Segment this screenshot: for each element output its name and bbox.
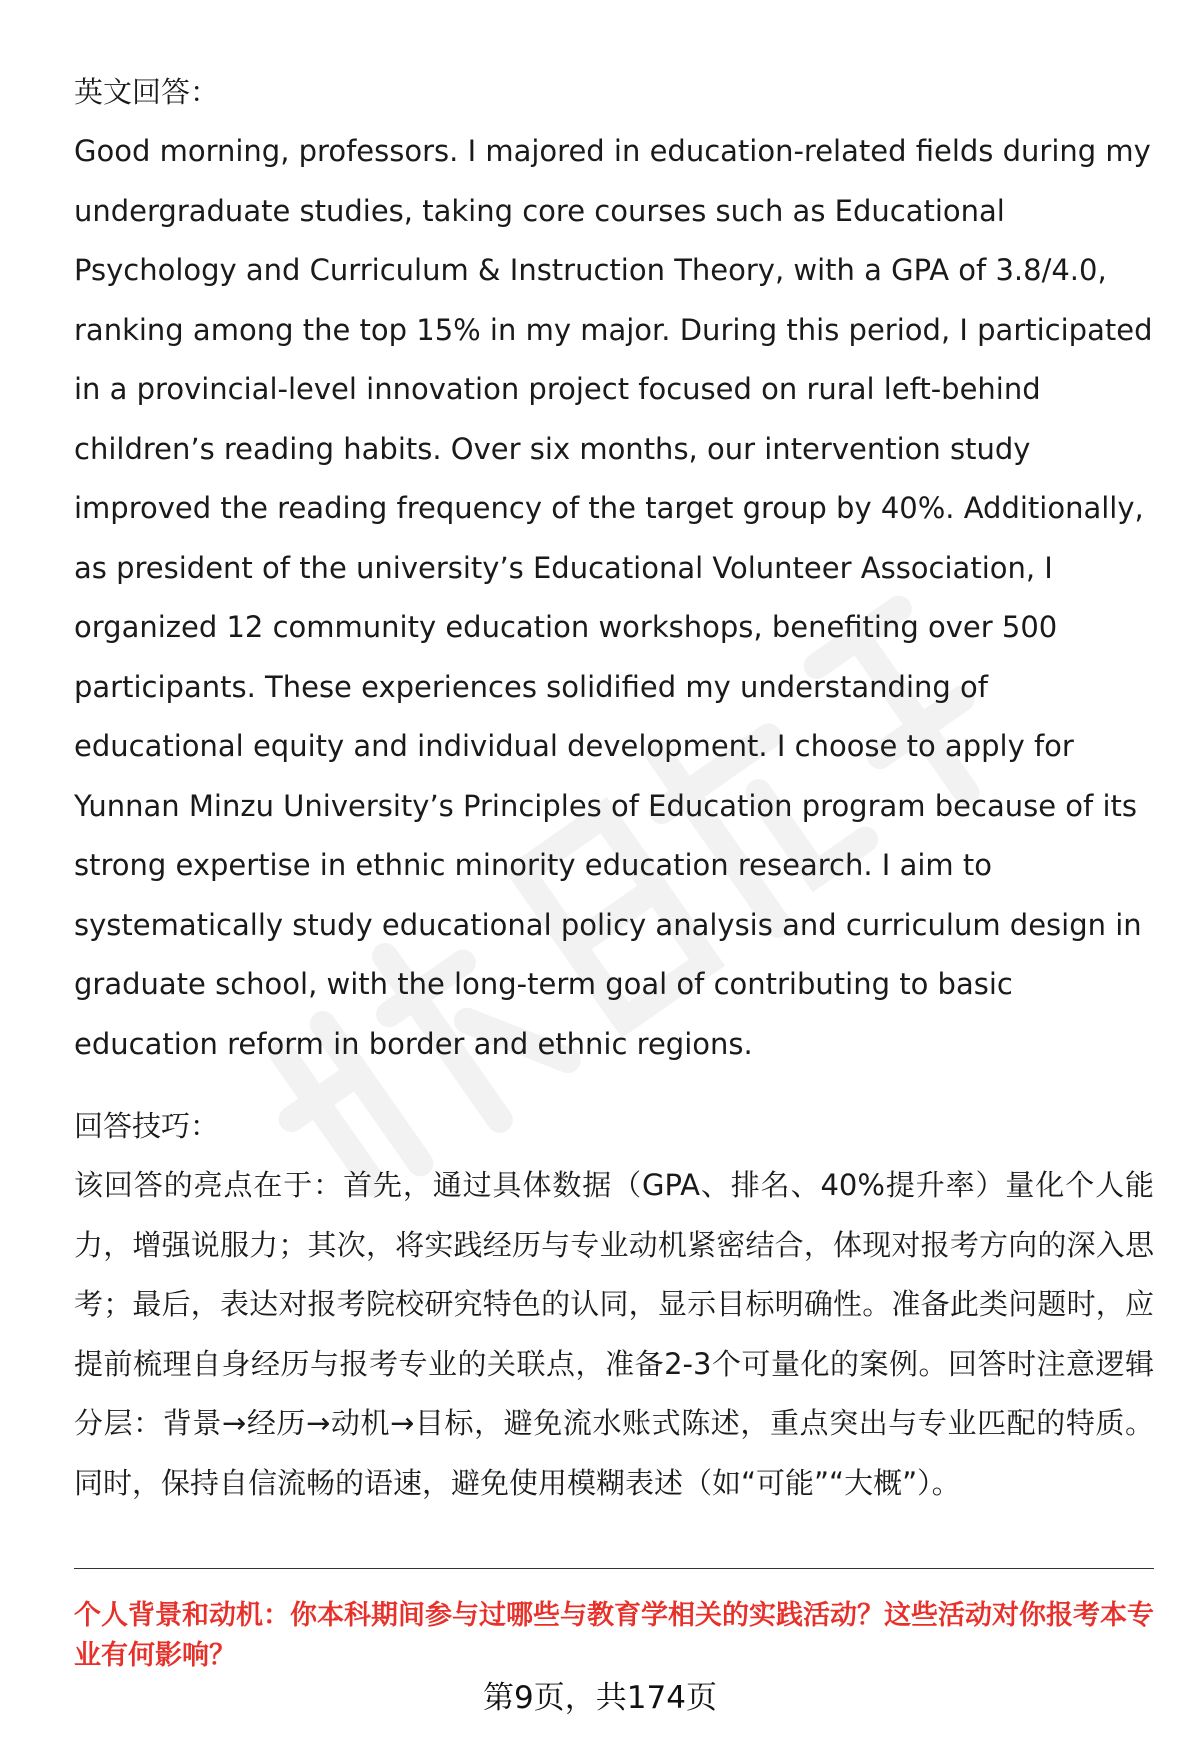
next-question-title: 个人背景和动机：你本科期间参与过哪些与教育学相关的实践活动？这些活动对你报考本专业有何影响？ (74, 1600, 1154, 1671)
tips-heading: 回答技巧： (74, 1109, 220, 1143)
content-area (74, 62, 1154, 1513)
page-number: 第9页，共174页 (483, 1680, 717, 1716)
section-divider (74, 1568, 1154, 1569)
answer-heading: 英文回答： (74, 75, 220, 109)
answer-body: Good morning, professors. I majored in education-related fields during my undergraduate studies, taking core courses such as Educational Psychology and Curriculum & Instruction Theory, with a GPA of 3.8/4.0, ranking among the top 15% in my major. During this period, I participated in a provincial-level innovation project focused on rural left-behind children’s reading habits. Over six months, our intervention study improved the reading frequency of the target group by 40%. Additionally, as president of the university’s Educational Volunteer Association, I organized 12 community education workshops, benefiting over 500 participants. These experiences solidified my understanding of educational equity and individual development. I choose to apply for Yunnan Minzu University’s Principles of Education program because of its strong expertise in ethnic minority education research. I aim to systematically study educational policy analysis and curriculum design in graduate school, with the long-term goal of contributing to basic education reform in border and ethnic regions. (74, 134, 1153, 1061)
tips-body: 该回答的亮点在于：首先，通过具体数据（GPA、排名、40%提升率）量化个人能力，增强说服力；其次，将实践经历与专业动机紧密结合，体现对报考方向的深入思考；最后，表达对报考院校研究特色的认同，显示目标明确性。准备此类问题时，应提前梳理自身经历与报考专业的关联点，准备2-3个可量化的案例。回答时注意逻辑分层：背景→经历→动机→目标，避免流水账式陈述，重点突出与专业匹配的特质。同时，保持自信流畅的语速，避免使用模糊表述（如“可能”“大概”）。 (74, 1168, 1154, 1500)
